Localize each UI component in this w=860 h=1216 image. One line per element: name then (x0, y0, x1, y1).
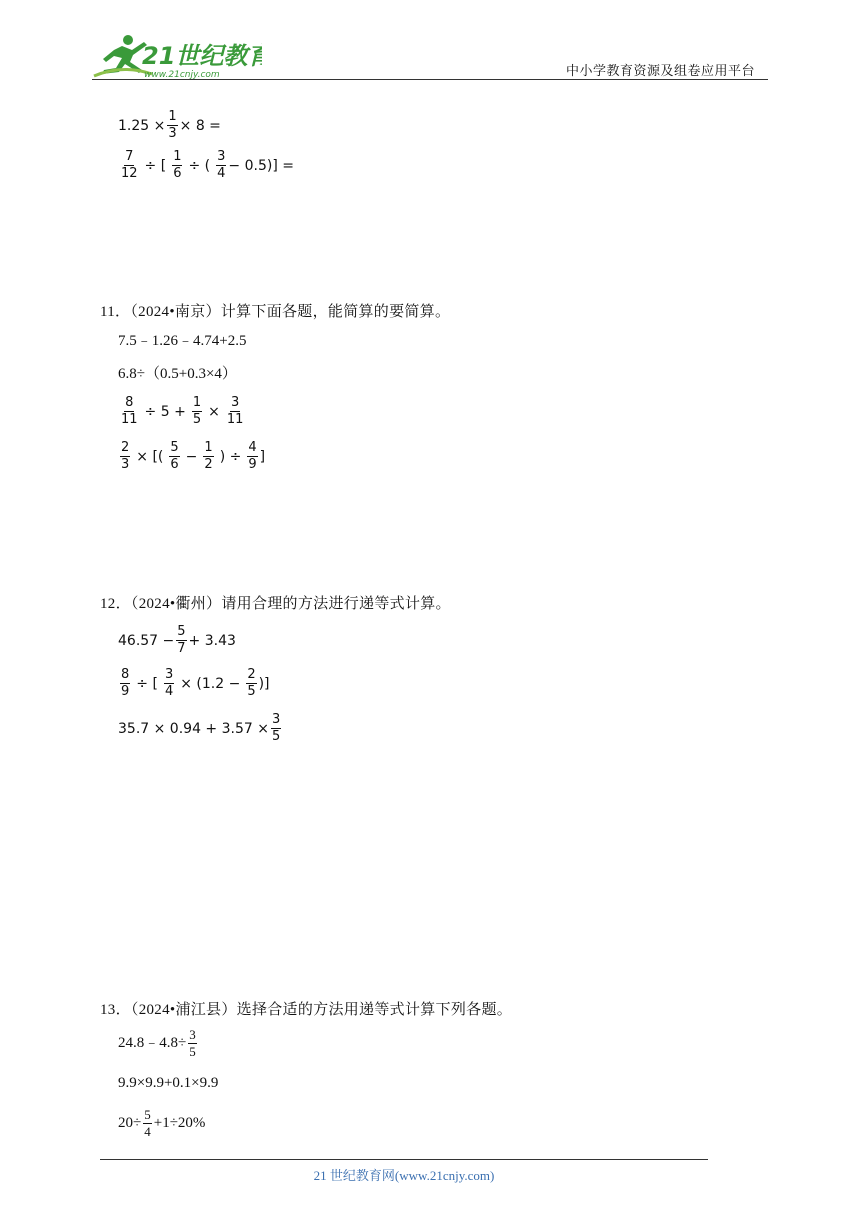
runner-logo-icon (92, 34, 262, 80)
q13-line-3: 20÷ $\frac{5}{4}$ +1÷20% (118, 1107, 206, 1139)
platform-title: 中小学教育资源及组卷应用平台 (565, 63, 755, 78)
fraction: $\frac{1}{5}$ (192, 395, 202, 427)
question-12-title: 12．（2024•衢州）请用合理的方法进行递等式计算。 (100, 596, 451, 612)
q11-line-3: $\frac{8}{11}$ ÷ 5 + $\frac{1}{5}$ × $\frac{3}{11}$ (121, 395, 244, 427)
fraction: $\frac{4}{9}$ (248, 440, 257, 472)
fraction: $\frac{1}{2}$ (204, 440, 213, 472)
fraction: $\frac{2}{5}$ (247, 667, 256, 699)
q13-line-1: 24.8﹣4.8÷ $\frac{3}{5}$ (118, 1027, 196, 1059)
fraction: $\frac{1}{6}$ (173, 149, 182, 181)
question-11-title: 11．（2024•南京）计算下面各题，能简算的要简算。 (100, 304, 451, 320)
q12-line-1: 46.57 − $\frac{5}{7}$ + 3.43 (118, 624, 236, 656)
header-divider (92, 79, 768, 80)
fraction: $\frac{3}{4}$ (164, 667, 174, 699)
fraction: $\frac{3}{4}$ (217, 149, 226, 181)
fraction: $\frac{3}{11}$ (226, 395, 244, 427)
q11-line-4: $\frac{2}{3}$ × [( $\frac{5}{6}$ − $\frac{1}{2}$ ) ÷ $\frac{4}{9}$ ] (121, 440, 266, 472)
q13-line-2: 9.9×9.9+0.1×9.9 (118, 1075, 219, 1091)
fraction: $\frac{5}{4}$ (144, 1107, 151, 1139)
fraction: $\frac{7}{12}$ (121, 149, 138, 181)
fraction: $\frac{8}{11}$ (121, 395, 138, 427)
logo-url: www.21cnjy.com (144, 70, 220, 80)
fraction: $\frac{2}{3}$ (121, 440, 130, 472)
expr-top-1: 1.25 × $\frac{1}{3}$ × 8 = (118, 109, 221, 141)
fraction: $\frac{3}{5}$ (189, 1027, 196, 1059)
question-13-title: 13．（2024•浦江县）选择合适的方法用递等式计算下列各题。 (100, 1002, 513, 1018)
fraction: $\frac{8}{9}$ (121, 667, 130, 699)
fraction: $\frac{1}{3}$ (168, 109, 177, 141)
expr-top-2: $\frac{7}{12}$ ÷ [ $\frac{1}{6}$ ÷ ( $\frac{3}{4}$ − 0.5)] = (121, 149, 294, 181)
logo-text: 21世纪教育 (142, 42, 262, 70)
q11-line-1: 7.5﹣1.26﹣4.74+2.5 (118, 333, 247, 349)
footer-divider (100, 1159, 708, 1160)
footer-link[interactable]: 21 世纪教育网(www.21cnjy.com) (313, 1168, 495, 1183)
site-logo (92, 34, 262, 80)
fraction: $\frac{5}{6}$ (170, 440, 179, 472)
fraction: $\frac{3}{5}$ (271, 712, 281, 744)
fraction: $\frac{5}{7}$ (177, 624, 186, 656)
q11-line-2: 6.8÷（0.5+0.3×4） (118, 366, 237, 382)
q12-line-3: 35.7 × 0.94 + 3.57 × $\frac{3}{5}$ (118, 712, 281, 744)
q12-line-2: $\frac{8}{9}$ ÷ [ $\frac{3}{4}$ × (1.2 − $\frac{2}{5}$ )] (121, 667, 270, 699)
